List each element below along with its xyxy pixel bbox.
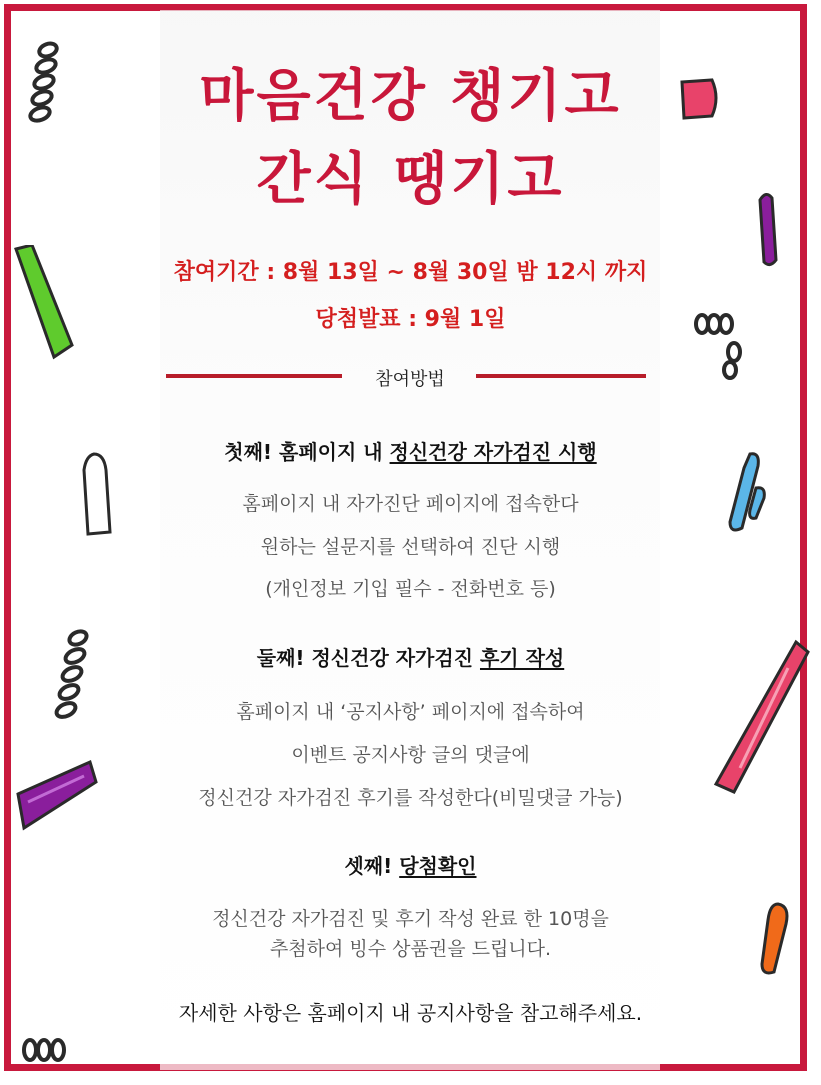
step-3-heading [0,850,821,879]
method-label: 참여방법 [375,369,445,390]
winner-announcement: 당첨발표 : 9월 1일 [315,307,506,332]
step-1-line: 홈페이지 내 자가진단 페이지에 접속한다 [242,493,579,515]
step-1-prefix: 첫째! 홈페이지 내 [224,440,390,464]
step-2-prefix: 둘째! 정신건강 자가검진 [256,646,480,670]
step-1-line: 원하는 설문지를 선택하여 진단 시행 [260,536,561,558]
step-2-line: 홈페이지 내 ‘공지사항’ 페이지에 접속하여 [236,701,585,723]
step-2-highlight: 후기 작성 [479,646,565,670]
divider-right [476,374,646,378]
step-3-highlight: 당첨확인 [399,854,477,878]
step-3-prefix: 셋째! [344,854,400,878]
step-2-line: 이벤트 공지사항 글의 댓글에 [291,744,530,766]
step-2-heading [0,642,821,671]
step-1-line: (개인정보 기입 필수 - 전화번호 등) [265,578,556,600]
poster-title-line2: 간식 땡기고 [256,147,565,212]
divider-left [166,374,342,378]
step-2-line: 정신건강 자가검진 후기를 작성한다(비밀댓글 가능) [198,787,623,809]
step-3-line: 정신건강 자가검진 및 후기 작성 완료 한 10명을 [212,908,609,930]
footer-note: 자세한 사항은 홈페이지 내 공지사항을 참고해주세요. [178,1001,643,1025]
step-1-highlight: 정신건강 자가검진 시행 [389,440,597,464]
spring-candy-icon [20,1030,76,1068]
poster-title-line1: 마음건강 챙기고 [199,64,622,129]
step-1-heading [0,436,821,465]
step-3-line: 추첨하여 빙수 상품권을 드립니다. [269,938,552,960]
participation-period: 참여기간 : 8월 13일 ~ 8월 30일 밤 12시 까지 [173,260,648,285]
